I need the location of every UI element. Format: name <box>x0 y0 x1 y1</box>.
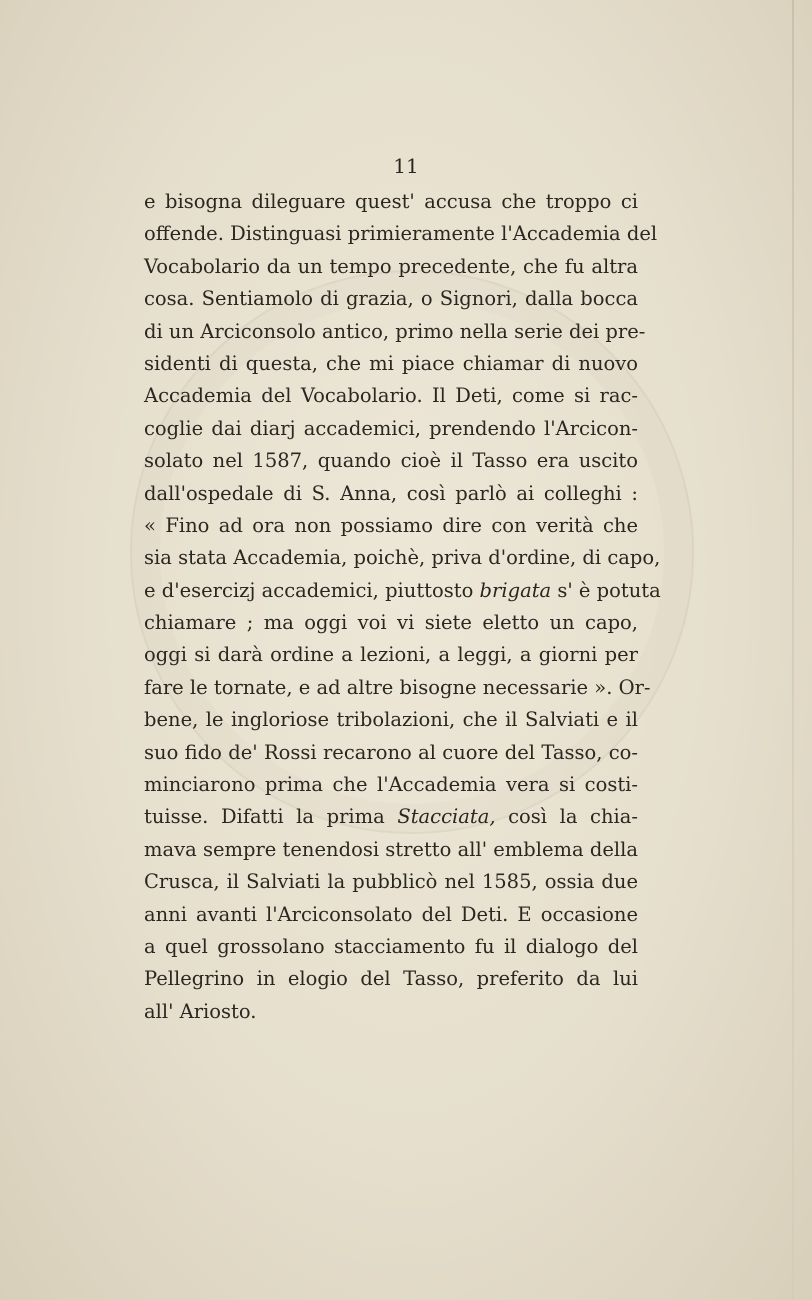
text-line: di un Arciconsolo antico, primo nella serie dei pre- <box>144 319 646 343</box>
text-line: bene, le ingloriose tribolazioni, che il Salviati e il <box>144 708 638 732</box>
text-line: Crusca, il Salviati la pubblicò nel 1585, ossia due <box>144 870 638 894</box>
text-line: all' Ariosto. <box>144 999 257 1023</box>
text-line: fare le tornate, e ad altre bisogne necessarie ». Or- <box>144 675 651 699</box>
text-line: e d'esercizj accademici, piuttosto brigata s' è potuta <box>144 578 661 602</box>
text-line: minciarono prima che l'Accademia vera si costi- <box>144 773 638 797</box>
text-line: a quel grossolano stacciamento fu il dialogo del <box>144 934 638 958</box>
text-line: Vocabolario da un tempo precedente, che fu altra <box>144 254 638 278</box>
text-line: suo fido de' Rossi recarono al cuore del Tasso, co- <box>144 740 638 764</box>
text-line: Pellegrino in elogio del Tasso, preferito da lui <box>144 967 638 991</box>
page-number: 11 <box>393 154 419 178</box>
text-line: cosa. Sentiamolo di grazia, o Signori, dalla bocca <box>144 287 638 311</box>
page-fold-shadow <box>792 0 794 1300</box>
text-line: tuisse. Difatti la prima Stacciata, così la chia- <box>144 805 638 829</box>
text-line: solato nel 1587, quando cioè il Tasso era uscito <box>144 449 638 473</box>
italic-word: Stacciata, <box>397 805 496 829</box>
text-line: sidenti di questa, che mi piace chiamar di nuovo <box>144 351 638 375</box>
text-line: mava sempre tenendosi stretto all' emblema della <box>144 837 638 861</box>
text-line: chiamare ; ma oggi voi vi siete eletto un capo, <box>144 611 638 635</box>
text-line: anni avanti l'Arciconsolato del Deti. E occasione <box>144 902 638 926</box>
italic-word: brigata <box>479 578 552 602</box>
text-line: coglie dai diarj accademici, prendendo l'Arcicon- <box>144 416 638 440</box>
text-line: sia stata Accademia, poichè, priva d'ordine, di capo, <box>144 546 661 570</box>
text-line: « Fino ad ora non possiamo dire con verità che <box>144 513 638 537</box>
text-line: oggi si darà ordine a lezioni, a leggi, a giorni per <box>144 643 638 667</box>
body-text <box>144 186 661 1028</box>
text-line: dall'ospedale di S. Anna, così parlò ai colleghi : <box>144 481 638 505</box>
text-line: Accademia del Vocabolario. Il Deti, come si rac- <box>144 384 638 408</box>
text-line: e bisogna dileguare quest' accusa che troppo ci <box>144 190 638 213</box>
text-line: offende. Distinguasi primieramente l'Accademia del <box>144 222 658 246</box>
